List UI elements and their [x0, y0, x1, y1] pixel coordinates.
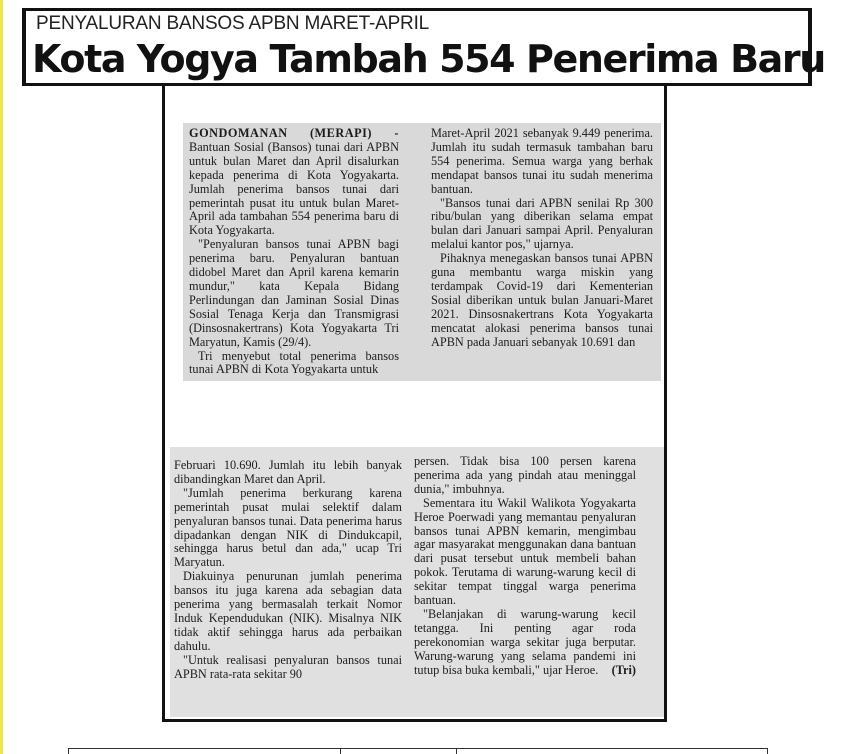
- paragraph: "Bansos tunai dari APBN senilai Rp 300 ribu/bulan yang diberikan selama empat bulan dari Januari sampai April. Penyaluran melalui kantor pos," ujarnya.: [431, 195, 653, 252]
- column-top-left: [189, 127, 399, 377]
- paragraph: persen. Tidak bisa 100 persen karena penerima ada yang pindah atau meninggal dunia," imbuhnya.: [414, 454, 636, 496]
- headline: Kota Yogya Tambah 554 Penerima Baru: [32, 37, 825, 81]
- article-clip-top: [183, 123, 661, 381]
- paragraph: "Untuk realisasi penyaluran bansos tunai APBN rata-rata sekitar 90: [174, 652, 402, 681]
- rule-tick: [68, 748, 69, 754]
- paragraph: Sementara itu Wakil Walikota Yogyakarta Heroe Poerwadi yang memantau penyaluran bansos tunai APBN kemarin, mengimbau agar masyarakat menggunakan dana bantuan dari pusat tersebut untuk membeli bahan pokok. Terutama di warung-warung kecil di sekitar tempat tinggal warga penerima bantuan.: [414, 495, 636, 608]
- paragraph: "Penyaluran bansos tunai APBN bagi penerima baru. Penyaluran bantuan didobel Maret dan April karena kemarin mundur," kata Kepala Bidang Perlindungan dan Jaminan Sosial Dinas Sosial Tenaga Kerja dan Transmigrasi (Dinsosnakertrans) Kota Yogyakarta Tri Maryatun, Kamis (29/4).: [189, 237, 399, 349]
- paragraph: [414, 608, 636, 678]
- column-bottom-right: [414, 455, 636, 678]
- paragraph: Februari 10.690. Jumlah itu lebih banyak dibandingkan Maret dan April.: [174, 458, 402, 486]
- bottom-rule: [68, 748, 768, 749]
- rule-tick: [340, 748, 341, 754]
- paragraph: "Jumlah penerima berkurang karena pemerintah pusat mulai selektif dalam penyaluran bansos tunai. Data penerima harus dipadankan dengan NIK di Dindukcapil, sehingga harus betul dan ada," ucap Tri Maryatun.: [174, 485, 402, 570]
- byline: (Tri): [611, 662, 636, 677]
- paragraph: Diakuinya penurunan jumlah penerima bansos itu juga karena ada sebagian data penerima yang bermasalah terkait Nomor Induk Kependudukan (NIK). Misalnya NIK tidak aktif sehingga harus ada perbaikan dahulu.: [174, 569, 402, 653]
- paragraph: Pihaknya menegaskan bansos tunai APBN guna membantu warga miskin yang terdampak Covid-19 dari Kementerian Sosial diberikan untuk bulan Januari-Maret 2021. Dinsosnakertrans Kota Yogyakarta mencatat alokasi penerima bansos tunai APBN pada Januari sebanyak 10.691 dan: [431, 251, 653, 349]
- rule-tick: [767, 748, 768, 754]
- rule-tick: [456, 748, 457, 754]
- paragraph-text: "Belanjakan di warung-warung kecil tetangga. Ini penting agar roda perekonomian warga sekitar juga berputar. Warung-warung yang selama pandemi ini tutup bisa buka kembali," ujar Heroe.: [414, 606, 636, 677]
- column-bottom-left: [174, 459, 402, 682]
- page-edge: [0, 0, 3, 754]
- paragraph-text: Bantuan Sosial (Bansos) tunai dari APBN untuk bulan Maret dan April disalurkan kepada penerima di Kota Yogyakarta. Jumlah penerima bansos tunai dari pemerintah pusat itu untuk bulan Maret-April ada tambahan 554 penerima baru di Kota Yogyakarta.: [189, 139, 399, 238]
- paragraph: Tri menyebut total penerima bansos tunai APBN di Kota Yogyakarta untuk: [189, 348, 399, 377]
- dateline: GONDOMANAN (MERAPI) -: [189, 126, 399, 140]
- column-top-right: [431, 127, 653, 350]
- kicker: PENYALURAN BANSOS APBN MARET-APRIL: [36, 13, 430, 34]
- paragraph: [189, 127, 399, 238]
- paragraph: Maret-April 2021 sebanyak 9.449 penerima. Jumlah itu sudah termasuk tambahan baru 554 penerima. Semua warga yang berhak mendapat bansos tunai itu sudah menerima bantuan.: [431, 126, 653, 196]
- article-clip-bottom: [170, 447, 664, 717]
- headline-box: [22, 8, 825, 86]
